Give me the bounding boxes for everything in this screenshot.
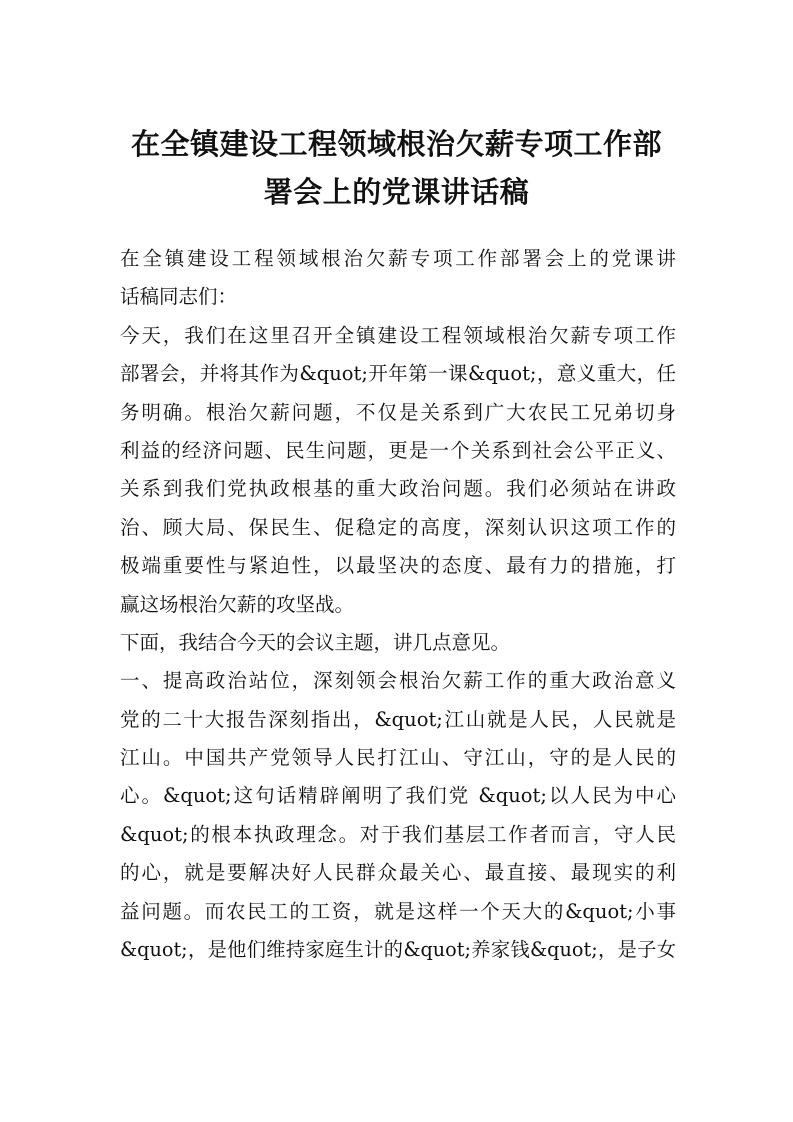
body-line: 话稿同志们： bbox=[120, 285, 238, 309]
body-line: 益问题。而农民工的工资，就是这样一个天大的&quot;小事 bbox=[120, 899, 676, 923]
title-line-2: 署会上的党课讲话稿 bbox=[263, 175, 530, 209]
body-line: 江山。中国共产党领导人民打江山、守江山，守的是人民的 bbox=[120, 746, 676, 770]
body-line: 的心，就是要解决好人民群众最关心、最直接、最现实的利 bbox=[120, 861, 676, 885]
body-line: 治、顾大局、保民生、促稳定的高度，深刻认识这项工作的 bbox=[120, 515, 676, 539]
body-line: 务明确。根治欠薪问题，不仅是关系到广大农民工兄弟切身 bbox=[120, 400, 676, 424]
document-title bbox=[120, 120, 673, 216]
title-line-1: 在全镇建设工程领域根治欠薪专项工作部 bbox=[130, 127, 662, 161]
section-heading: 一、提高政治站位，深刻领会根治欠薪工作的重大政治意义 bbox=[120, 669, 676, 693]
body-line: 部署会，并将其作为&quot;开年第一课&quot;，意义重大，任 bbox=[120, 362, 676, 386]
body-line: 今天，我们在这里召开全镇建设工程领域根治欠薪专项工作 bbox=[120, 323, 676, 347]
body-line: 关系到我们党执政根基的重大政治问题。我们必须站在讲政 bbox=[120, 477, 676, 501]
body-line: 赢这场根治欠薪的攻坚战。 bbox=[120, 592, 355, 616]
body-line: 利益的经济问题、民生问题，更是一个关系到社会公平正义、 bbox=[120, 438, 676, 462]
body-line: 党的二十大报告深刻指出，&quot;江山就是人民，人民就是 bbox=[120, 707, 676, 731]
body-line: 极端重要性与紧迫性，以最坚决的态度、最有力的措施，打 bbox=[120, 554, 676, 578]
body-line: &quot;的根本执政理念。对于我们基层工作者而言，守人民 bbox=[120, 822, 676, 846]
body-line: 下面，我结合今天的会议主题，讲几点意见。 bbox=[120, 630, 511, 654]
body-line: 心。&quot;这句话精辟阐明了我们党 &quot;以人民为中心 bbox=[120, 784, 676, 808]
body-line: &quot;，是他们维持家庭生计的&quot;养家钱&quot;，是子女 bbox=[120, 938, 676, 962]
body-line: 在全镇建设工程领域根治欠薪专项工作部署会上的党课讲 bbox=[120, 247, 676, 270]
document-body bbox=[120, 240, 676, 969]
